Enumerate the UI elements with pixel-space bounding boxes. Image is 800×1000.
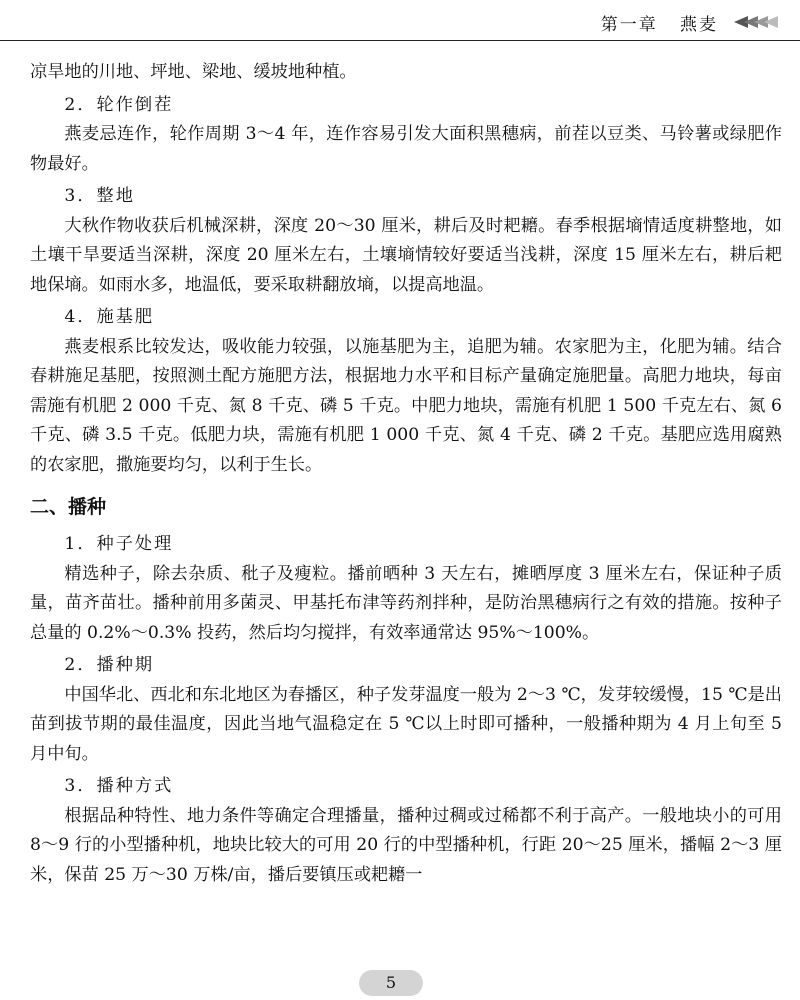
page-body: [30, 58, 782, 890]
subsection-title-crop-rotation: 2．轮作倒茬: [64, 94, 174, 115]
header-divider: [0, 40, 800, 41]
page-number: 5: [359, 970, 423, 996]
paragraph-land-preparation: 大秋作物收获后机械深耕，深度 20～30 厘米，耕后及时耙耱。春季根据墒情适度耕整地，如土壤干旱要适当深耕，深度 20 厘米左右，土壤墒情较好要适当浅耕，深度 15 厘米左右，耕后耙地保墒。如雨水多，地温低，要采取耕翻放墒，以提高地温。: [30, 215, 782, 295]
paragraph-continued: 凉旱地的川地、坪地、梁地、缓坡地种植。: [30, 62, 357, 82]
paragraph-base-fertilizer: 燕麦根系比较发达，吸收能力较强，以施基肥为主，追肥为辅。农家肥为主，化肥为辅。结合春耕施足基肥，按照测土配方施肥方法，根据地力水平和目标产量确定施肥量。高肥力地块，每亩需施有机肥 2 000 千克、氮 8 千克、磷 5 千克。中肥力地块，需施有机肥 1 500 千克左右、氮 6 千克、磷 3.5 千克。低肥力块，需施有机肥 1 000 千克、氮 4 千克、磷 2 千克。基肥应选用腐熟的农家肥，撒施要均匀，以利于生长。: [30, 336, 782, 475]
page-header: [0, 0, 800, 48]
chapter-label: 第一章: [600, 15, 658, 35]
subsection-title-sowing-period: 2．播种期: [64, 655, 155, 675]
paragraph-seed-treatment: 精选种子，除去杂质、秕子及瘦粒。播前晒种 3 天左右，摊晒厚度 3 厘米左右，保证种子质量，苗齐苗壮。播种前用多菌灵、甲基托布津等药剂拌种，是防治黑穗病行之有效的措施。按种子总量的 0.2%～0.3% 投药，然后均匀搅拌，有效率通常达 95%～100%。: [30, 563, 782, 643]
double-chevron-left-icon: [734, 12, 786, 32]
chapter-topic: 燕麦: [680, 15, 718, 35]
running-head: [601, 10, 718, 35]
paragraph-sowing-period: 中国华北、西北和东北地区为春播区，种子发芽温度一般为 2～3 ℃，发芽较缓慢，15 ℃是出苗到拔节期的最佳温度，因此当地气温稳定在 5 ℃以上时即可播种，一般播种期为 4 月上旬至 5 月中旬。: [30, 684, 782, 764]
subsection-title-base-fertilizer: 4．施基肥: [64, 307, 155, 327]
page-footer: [0, 968, 800, 1000]
subsection-title-seed-treatment: 1．种子处理: [64, 534, 174, 554]
paragraph-crop-rotation: 燕麦忌连作，轮作周期 3～4 年，连作容易引发大面积黑穗病，前茬以豆类、马铃薯或绿肥作物最好。: [30, 124, 782, 174]
section-title-sowing: 二、播种: [30, 496, 107, 518]
paragraph-sowing-method: 根据品种特性、地力条件等确定合理播量，播种过稠或过稀都不利于高产。一般地块小的可用 8～9 行的小型播种机，地块比较大的可用 20 行的中型播种机，行距 20～25 厘米，播幅 2～3 厘米，保苗 25 万～30 万株/亩，播后要镇压或耙耱一: [30, 805, 782, 885]
subsection-title-sowing-method: 3．播种方式: [64, 776, 174, 796]
subsection-title-land-preparation: 3．整地: [64, 186, 135, 206]
